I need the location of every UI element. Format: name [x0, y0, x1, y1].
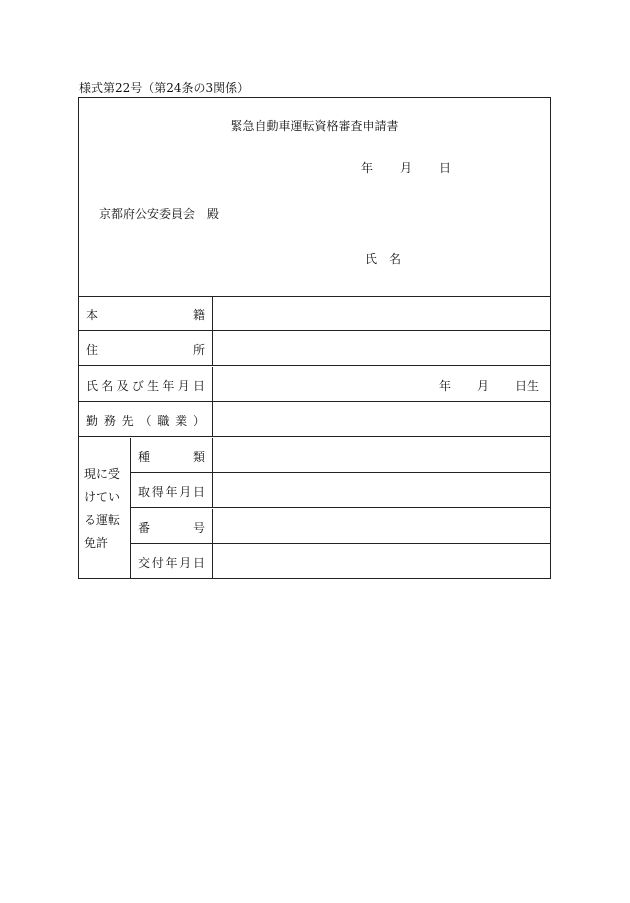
row-address: [79, 331, 550, 366]
form-number: 様式第22号（第24条の3関係）: [79, 81, 250, 95]
form-header: [79, 98, 550, 297]
label-name-birthdate: 氏名及び生年月日: [79, 367, 213, 401]
date-year-label: 年: [361, 161, 374, 175]
birth-date-labels: 年 月 日生: [439, 379, 540, 393]
label-workplace: 勤務先（職業）: [79, 402, 213, 436]
license-section: [79, 438, 550, 579]
value-honseki[interactable]: [213, 296, 550, 330]
value-address[interactable]: [213, 331, 550, 365]
row-license-kind: [131, 438, 550, 473]
row-license-acquired: [131, 473, 550, 508]
application-form-frame: [78, 97, 551, 579]
date-day-label: 日: [439, 161, 452, 175]
license-group-label: 現に受 けてい る運転 免許: [79, 438, 131, 579]
row-name-birthdate: [79, 367, 550, 402]
date-month-label: 月: [400, 161, 413, 175]
row-honseki: [79, 296, 550, 331]
application-date: [361, 159, 451, 176]
label-address: 住 所: [79, 331, 213, 365]
label-honseki: 本 籍: [79, 296, 213, 330]
value-name-birthdate[interactable]: [213, 367, 550, 401]
label-license-acquired: 取得年月日: [131, 473, 213, 507]
label-license-number: 番 号: [131, 509, 213, 543]
label-license-kind: 種 類: [131, 438, 213, 472]
applicant-name-label: 氏 名: [365, 252, 402, 266]
row-license-number: [131, 509, 550, 544]
form-title: 緊急自動車運転資格審査申請書: [230, 119, 399, 133]
row-workplace: [79, 402, 550, 437]
row-license-issued: [131, 544, 550, 579]
addressee: 京都府公安委員会 殿: [99, 207, 220, 221]
value-workplace[interactable]: [213, 402, 550, 436]
label-license-issued: 交付年月日: [131, 544, 213, 579]
